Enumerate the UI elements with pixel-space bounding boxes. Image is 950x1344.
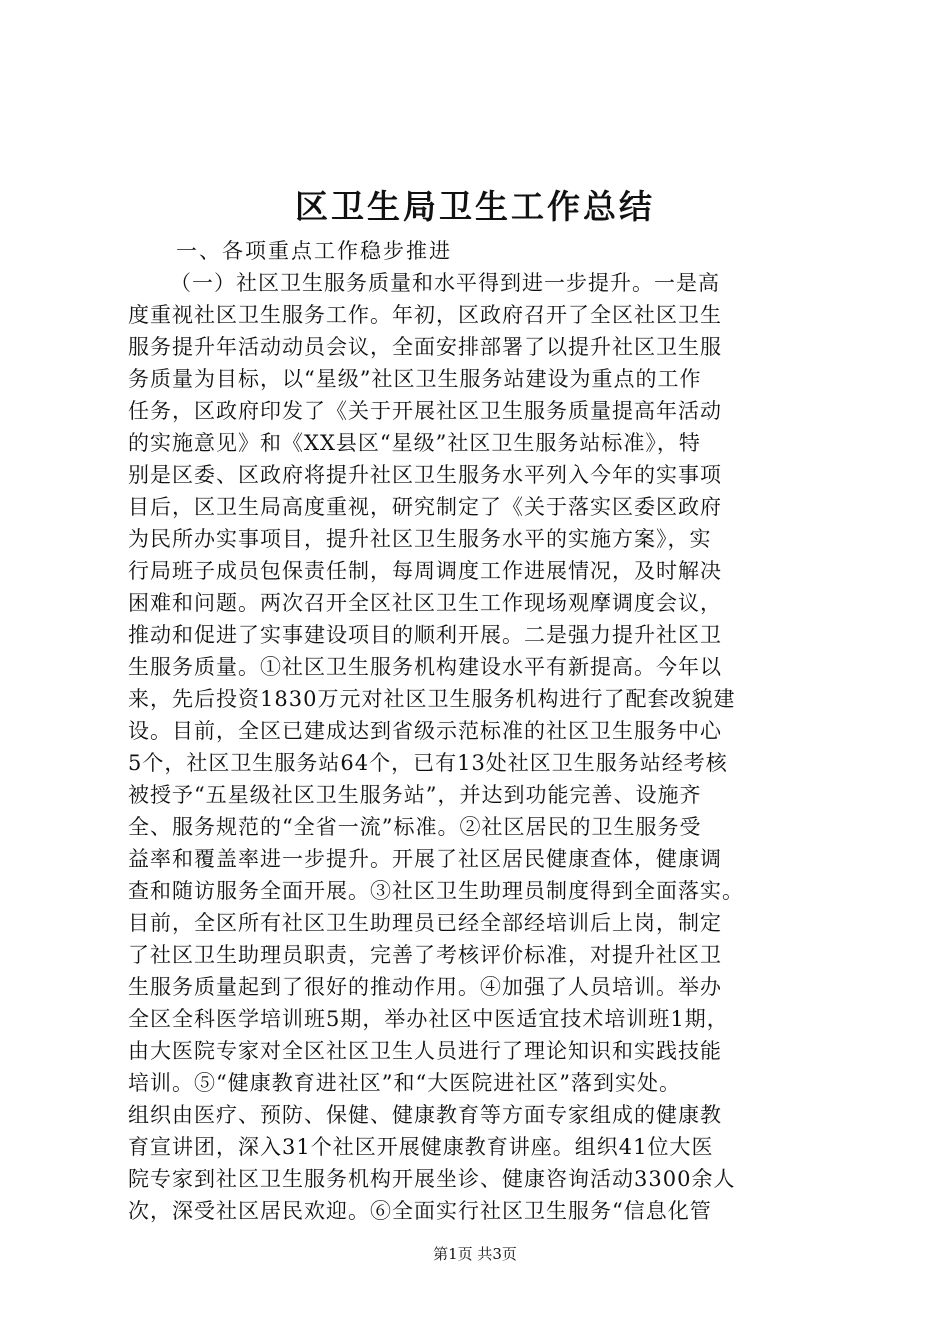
body-line: 推动和促进了实事建设项目的顺利开展。二是强力提升社区卫: [128, 623, 722, 647]
body-line: 别是区委、区政府将提升社区卫生服务水平列入今年的实事项: [128, 463, 722, 487]
body-line: 了社区卫生助理员职责，完善了考核评价标准，对提升社区卫: [128, 943, 722, 967]
body-line: 全、服务规范的“全省一流”标准。②社区居民的卫生服务受: [128, 815, 702, 839]
body-line: 困难和问题。两次召开全区社区卫生工作现场观摩调度会议，: [128, 591, 722, 615]
body-line: 服务提升年活动动员会议，全面安排部署了以提升社区卫生服: [128, 335, 722, 359]
body-line: 被授予“五星级社区卫生服务站”，并达到功能完善、设施齐: [128, 783, 702, 807]
body-line: 任务，区政府印发了《关于开展社区卫生服务质量提高年活动: [128, 399, 722, 423]
body-line: 益率和覆盖率进一步提升。开展了社区居民健康查体，健康调: [128, 847, 722, 871]
body-line: 来，先后投资1830万元对社区卫生服务机构进行了配套改貌建: [128, 687, 736, 711]
body-line: 由大医院专家对全区社区卫生人员进行了理论知识和实践技能: [128, 1039, 722, 1063]
document-title: 区卫生局卫生工作总结: [295, 187, 655, 226]
body-line: 为民所办实事项目，提升社区卫生服务水平的实施方案》，实: [128, 527, 712, 551]
body-line: （一）社区卫生服务质量和水平得到进一步提升。一是高: [170, 271, 720, 295]
body-line: 组织由医疗、预防、保健、健康教育等方面专家组成的健康教: [128, 1103, 722, 1127]
body-line: 的实施意见》和《XX县区“星级”社区卫生服务站标准》，特: [128, 431, 701, 455]
body-line: 务质量为目标，以“星级”社区卫生服务站建设为重点的工作: [128, 367, 702, 391]
page-number: 第1页 共3页: [433, 1245, 517, 1263]
body-line: 生服务质量起到了很好的推动作用。④加强了人员培训。举办: [128, 975, 722, 999]
body-line: 生服务质量。①社区卫生服务机构建设水平有新提高。今年以: [128, 655, 722, 679]
body-line: 目前，全区所有社区卫生助理员已经全部经培训后上岗，制定: [128, 911, 722, 935]
body-line: 5个，社区卫生服务站64个，已有13处社区卫生服务站经考核: [128, 751, 728, 775]
body-line: 培训。⑤“健康教育进社区”和“大医院进社区”落到实处。: [128, 1071, 681, 1095]
body-line: 查和随访服务全面开展。③社区卫生助理员制度得到全面落实。: [128, 879, 744, 903]
body-line: 行局班子成员包保责任制，每周调度工作进展情况，及时解决: [128, 559, 722, 583]
body-line: 度重视社区卫生服务工作。年初，区政府召开了全区社区卫生: [128, 303, 722, 327]
body-line: 育宣讲团，深入31个社区开展健康教育讲座。组织41位大医: [128, 1135, 714, 1159]
body-line: 设。目前，全区已建成达到省级示范标准的社区卫生服务中心: [128, 719, 722, 743]
body-line: 目后，区卫生局高度重视，研究制定了《关于落实区委区政府: [128, 495, 722, 519]
body-line: 次，深受社区居民欢迎。⑥全面实行社区卫生服务“信息化管: [128, 1199, 712, 1223]
body-text: [128, 267, 828, 1227]
body-line: 全区全科医学培训班5期，举办社区中医适宜技术培训班1期，: [128, 1007, 729, 1031]
section-heading: 一、各项重点工作稳步推进: [176, 239, 452, 263]
body-line: 院专家到社区卫生服务机构开展坐诊、健康咨询活动3300余人: [128, 1167, 736, 1191]
